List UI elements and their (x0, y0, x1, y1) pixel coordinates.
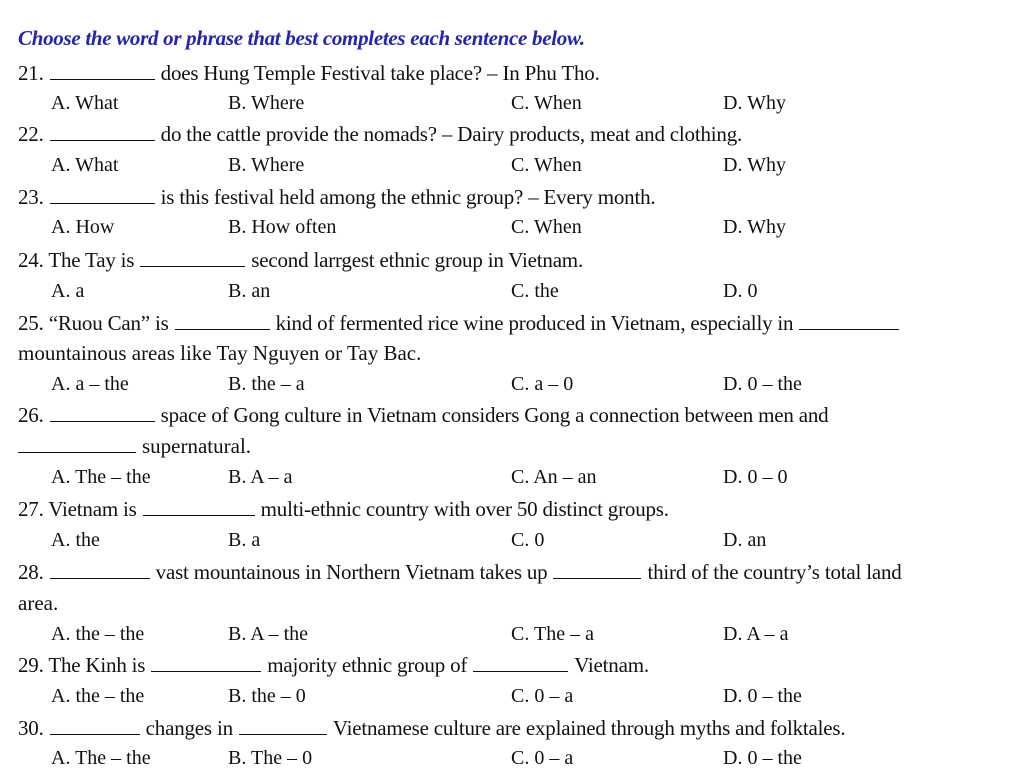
question-28 (18, 557, 1018, 587)
question-text: is this festival held among the ethnic group? – Every month. (160, 185, 656, 209)
question-text: does Hung Temple Festival take place? – In Phu Tho. (160, 61, 600, 85)
answer-blank[interactable] (18, 434, 136, 453)
question-text: Vietnamese culture are explained through myths and folktales. (332, 716, 846, 740)
answer-blank[interactable] (50, 122, 155, 141)
option-d[interactable]: D. an (723, 529, 767, 551)
option-d[interactable]: D. 0 – the (723, 747, 802, 769)
option-c[interactable]: C. An – an (511, 466, 597, 488)
options-26 (0, 462, 1024, 492)
answer-blank[interactable] (175, 311, 270, 330)
option-d[interactable]: D. 0 – the (723, 373, 802, 395)
option-b[interactable]: B. the – 0 (228, 685, 306, 707)
options-23 (0, 212, 1024, 242)
option-b[interactable]: B. a (228, 529, 261, 551)
question-30 (18, 713, 1018, 743)
question-text: kind of fermented rice wine produced in Vietnam, especially in (275, 311, 794, 335)
question-23 (18, 182, 1018, 212)
option-b[interactable]: B. the – a (228, 373, 305, 395)
options-28 (0, 619, 1024, 649)
question-text: vast mountainous in Northern Vietnam takes up (155, 560, 548, 584)
options-22 (0, 150, 1024, 180)
question-25-continued: mountainous areas like Tay Nguyen or Tay Bac. (18, 341, 422, 365)
instructions-title: Choose the word or phrase that best completes each sentence below. (18, 26, 585, 50)
question-number: 26. (18, 403, 44, 427)
options-25 (0, 369, 1024, 399)
question-number: 25. “Ruou Can” is (18, 311, 169, 335)
option-b[interactable]: B. an (228, 280, 271, 302)
answer-blank[interactable] (553, 560, 641, 579)
option-d[interactable]: D. 0 (723, 280, 758, 302)
option-b[interactable]: B. A – a (228, 466, 293, 488)
options-29 (0, 681, 1024, 711)
answer-blank[interactable] (239, 716, 327, 735)
option-d[interactable]: D. 0 – 0 (723, 466, 788, 488)
option-c[interactable]: C. 0 – a (511, 747, 574, 769)
option-d[interactable]: D. A – a (723, 623, 789, 645)
option-c[interactable]: C. When (511, 154, 582, 176)
question-24 (18, 245, 1018, 275)
answer-blank[interactable] (50, 403, 155, 422)
answer-blank[interactable] (50, 716, 140, 735)
option-d[interactable]: D. Why (723, 216, 786, 238)
question-number: 28. (18, 560, 44, 584)
question-text: space of Gong culture in Vietnam considers Gong a connection between men and (160, 403, 829, 427)
option-c[interactable]: C. 0 (511, 529, 545, 551)
option-b[interactable]: B. A – the (228, 623, 309, 645)
question-number: 23. (18, 185, 44, 209)
option-c[interactable]: C. a – 0 (511, 373, 574, 395)
answer-blank[interactable] (143, 497, 255, 516)
option-c[interactable]: C. 0 – a (511, 685, 574, 707)
question-text: multi-ethnic country with over 50 distinct groups. (260, 497, 669, 521)
option-c[interactable]: C. the (511, 280, 559, 302)
answer-blank[interactable] (140, 248, 245, 267)
question-text: majority ethnic group of (267, 653, 468, 677)
answer-blank[interactable] (50, 560, 150, 579)
question-text: changes in (145, 716, 233, 740)
options-21 (0, 88, 1024, 118)
option-a[interactable]: A. What (51, 92, 119, 114)
question-29 (18, 650, 1018, 680)
question-28-continued: area. (18, 591, 59, 615)
option-a[interactable]: A. the (51, 529, 100, 551)
option-d[interactable]: D. 0 – the (723, 685, 802, 707)
option-b[interactable]: B. How often (228, 216, 337, 238)
option-d[interactable]: D. Why (723, 154, 786, 176)
question-text: third of the country’s total land (647, 560, 902, 584)
option-a[interactable]: A. What (51, 154, 119, 176)
question-22 (18, 119, 1018, 149)
question-25 (18, 308, 1018, 338)
question-number: 24. The Tay is (18, 248, 135, 272)
option-c[interactable]: C. When (511, 216, 582, 238)
answer-blank[interactable] (50, 185, 155, 204)
option-b[interactable]: B. Where (228, 154, 305, 176)
question-26-continued (18, 431, 251, 461)
question-number: 22. (18, 122, 44, 146)
answer-blank[interactable] (50, 61, 155, 80)
answer-blank[interactable] (473, 653, 568, 672)
question-text: Vietnam. (574, 653, 649, 677)
option-a[interactable]: A. a – the (51, 373, 129, 395)
option-d[interactable]: D. Why (723, 92, 786, 114)
question-text: do the cattle provide the nomads? – Dairy products, meat and clothing. (160, 122, 743, 146)
option-a[interactable]: A. the – the (51, 685, 145, 707)
option-b[interactable]: B. The – 0 (228, 747, 313, 769)
option-c[interactable]: C. The – a (511, 623, 594, 645)
question-text: second larrgest ethnic group in Vietnam. (251, 248, 583, 272)
question-number: 21. (18, 61, 44, 85)
question-number: 27. Vietnam is (18, 497, 137, 521)
question-26 (18, 400, 1018, 430)
question-text: supernatural. (142, 434, 252, 458)
question-number: 29. The Kinh is (18, 653, 146, 677)
answer-blank[interactable] (151, 653, 261, 672)
option-a[interactable]: A. The – the (51, 466, 151, 488)
question-number: 30. (18, 716, 44, 740)
option-a[interactable]: A. the – the (51, 623, 145, 645)
options-27 (0, 525, 1024, 555)
options-30 (0, 743, 1024, 773)
question-21 (18, 58, 1018, 88)
option-a[interactable]: A. The – the (51, 747, 151, 769)
option-c[interactable]: C. When (511, 92, 582, 114)
option-a[interactable]: A. How (51, 216, 115, 238)
option-a[interactable]: A. a (51, 280, 85, 302)
options-24 (0, 276, 1024, 306)
option-b[interactable]: B. Where (228, 92, 305, 114)
answer-blank[interactable] (799, 311, 899, 330)
question-27 (18, 494, 1018, 524)
